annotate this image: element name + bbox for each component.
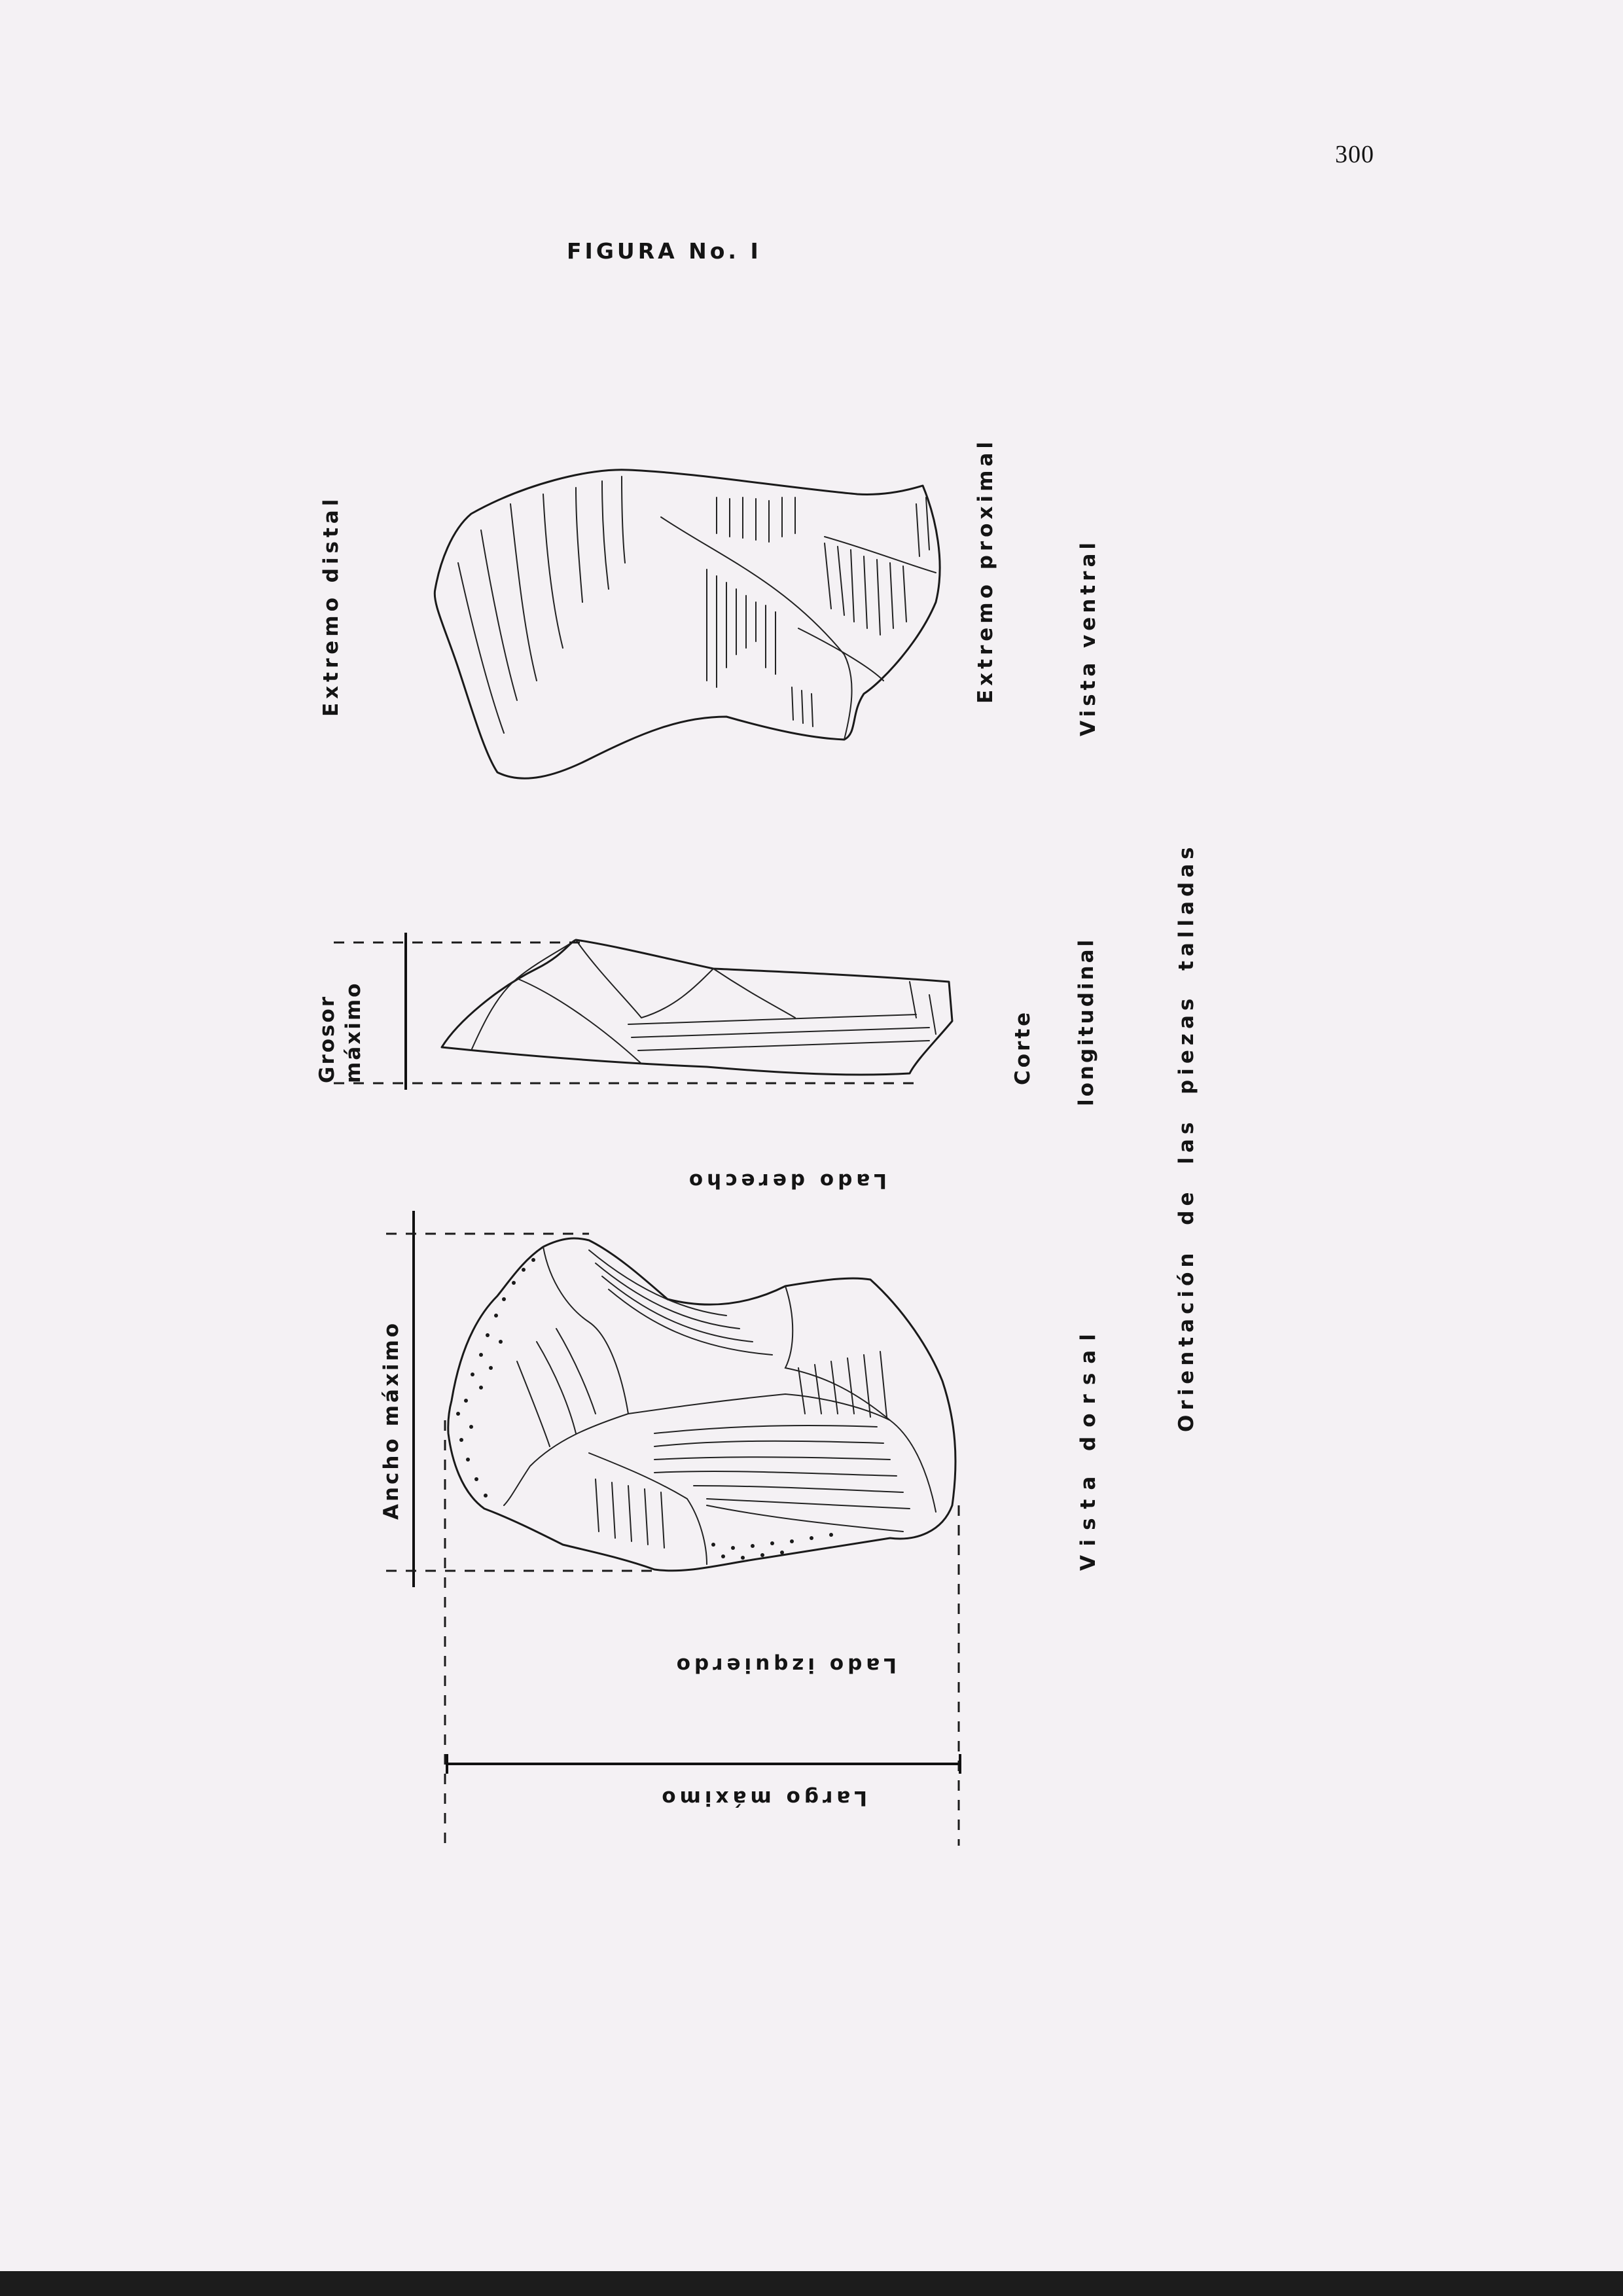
longitudinal-section-drawing (334, 933, 952, 1090)
distal-end-label: Extremo distal (319, 495, 343, 717)
scan-edge (0, 2271, 1623, 2296)
max-width-label: Ancho máximo (380, 1320, 403, 1520)
ventral-view-label: Vista ventral (1077, 538, 1100, 736)
right-side-label: Lado derecho (685, 1169, 887, 1193)
ventral-view-drawing (435, 470, 940, 779)
figure-title: FIGURA No. I (567, 238, 762, 264)
cortex-stipple (456, 1258, 833, 1560)
left-side-label: Lado izquierdo (672, 1653, 897, 1677)
figure-caption: Orientación de las piezas talladas (1175, 842, 1198, 1432)
max-thickness-label-2: máximo (342, 981, 365, 1083)
dorsal-view-drawing (386, 1211, 960, 1846)
section-label-2: longitudinal (1075, 937, 1098, 1106)
proximal-end-label: Extremo proximal (974, 438, 997, 704)
page-number: 300 (1335, 141, 1374, 168)
max-thickness-label-1: Grosor (315, 994, 339, 1083)
dorsal-view-label: Vista dorsal (1077, 1325, 1100, 1571)
section-label-1: Corte (1011, 1009, 1035, 1085)
max-length-label: Largo máximo (658, 1786, 867, 1810)
